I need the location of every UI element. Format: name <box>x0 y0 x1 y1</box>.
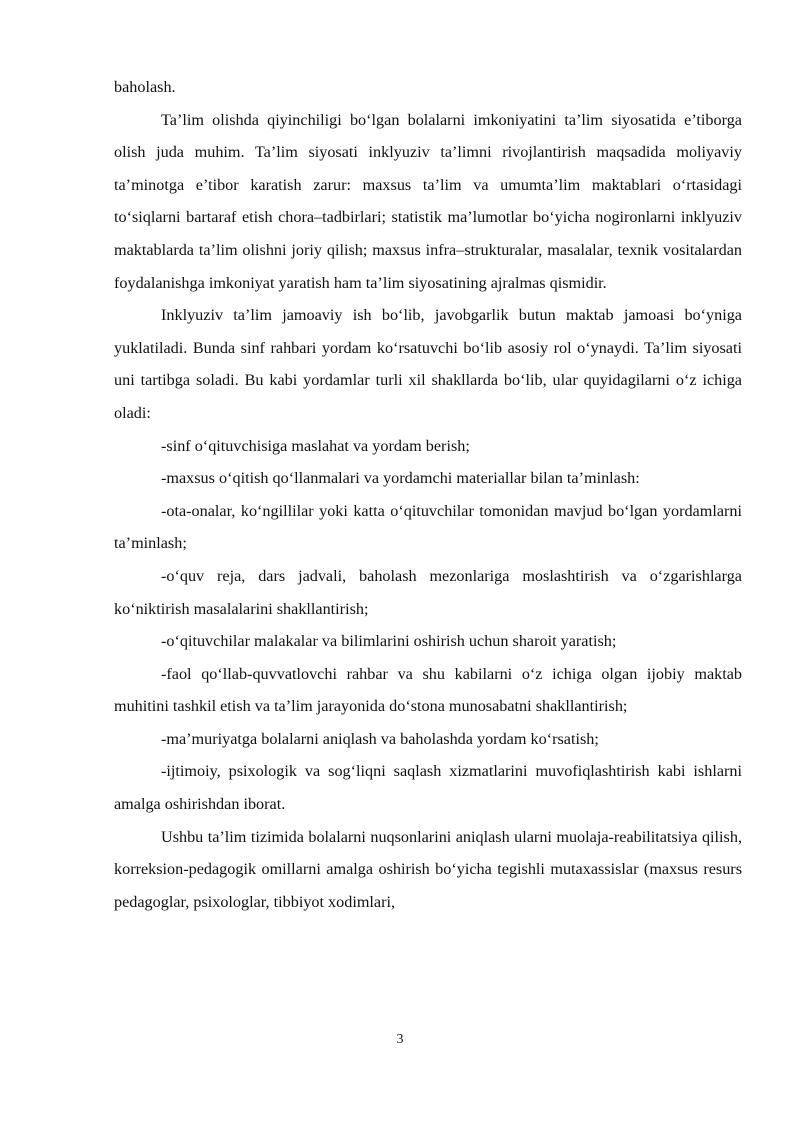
list-item-materials: -maxsus o‘qitish qo‘llanmalari va yordamchi materiallar bilan ta’minlash: <box>161 469 640 488</box>
paragraph-specialists: Ushbu ta’lim tizimida bolalarni nuqsonlarini aniqlash ularni muolaja-reabilitatsiya qilish, korreksion-pedagogik omillarni amalga oshirish bo‘yicha tegishli mutaxassislar (maxsus resurs pedagoglar, psixologlar, tibbiyot xodimlari, <box>114 827 742 911</box>
list-item-teacher-advice: -sinf o‘qituvchisiga maslahat va yordam berish; <box>161 436 470 455</box>
list-item-administration: -ma’muriyatga bolalarni aniqlash va baholashda yordam ko‘rsatish; <box>161 729 599 748</box>
paragraph-continuation: baholash. <box>114 78 176 96</box>
list-item-curriculum: -o‘quv reja, dars jadvali, baholash mezonlariga moslashtirish va o‘zgarishlarga ko‘niktirish masalalarini shakllantirish; <box>114 566 742 618</box>
paragraph-education-policy: Ta’lim olishda qiyinchiligi bo‘lgan bolalarni imkoniyatini ta’lim siyosatida e’tiborga olish juda muhim. Ta’lim siyosati inklyuziv ta’limni rivojlantirish maqsadida moliyaviy ta’minotga e’tibor karatish zarur: maxsus ta’lim va umumta’lim maktablari o‘rtasidagi to‘siqlarni bartaraf etish chora–tadbirlari; statistik ma’lumotlar bo‘yicha nogironlarni inklyuziv maktablarda ta’lim olishni joriy qilish; maxsus infra–strukturalar, masalalar, texnik vositalardan foydalanishga imkoniyat yaratish ham ta’lim siyosatining ajralmas qismidir. <box>114 110 742 292</box>
body-text <box>114 71 742 918</box>
list-item-school-environment: -faol qo‘llab-quvvatlovchi rahbar va shu kabilarni o‘z ichiga olgan ijobiy maktab muhitini tashkil etish va ta’lim jarayonida do‘stona munosabatni shakllantirish; <box>114 664 742 716</box>
page-number: 3 <box>396 1032 404 1047</box>
list-item-teacher-skills: -o‘qituvchilar malakalar va bilimlarini oshirish uchun sharoit yaratish; <box>161 632 617 651</box>
list-item-parents-support: -ota-onalar, ko‘ngillilar yoki katta o‘qituvchilar tomonidan mavjud bo‘lgan yordamlarni ta’minlash; <box>114 501 742 553</box>
list-item-services: -ijtimoiy, psixologik va sog‘liqni saqlash xizmatlarini muvofiqlashtirish kabi ishlarni amalga oshirishdan iborat. <box>114 762 742 814</box>
paragraph-inclusive-teamwork: Inklyuziv ta’lim jamoaviy ish bo‘lib, javobgarlik butun maktab jamoasi bo‘yniga yuklatiladi. Bunda sinf rahbari yordam ko‘rsatuvchi bo‘lib asosiy rol o‘ynaydi. Ta’lim siyosati uni tartibga soladi. Bu kabi yordamlar turli xil shakllarda bo‘lib, ular quyidagilarni o‘z ichiga oladi: <box>114 306 742 422</box>
